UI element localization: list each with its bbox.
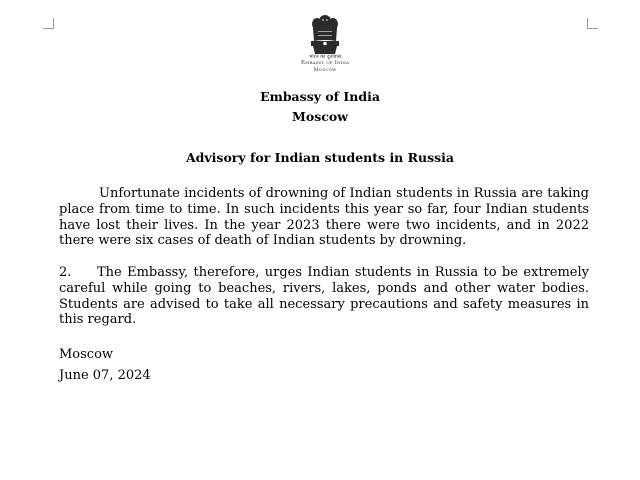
- emblem-caption-org-text: Embassy of India: [300, 60, 350, 66]
- crop-mark-top-right: [587, 18, 598, 29]
- paragraph-1: Unfortunate incidents of drowning of Indian students in Russia are taking place from time to time. In such incidents this year so far, four Indian students have lost their lives. In the year 2023 there were two incidents, and in 2022 there were six cases of death of Indian students by drowning.: [59, 186, 589, 249]
- signature-place: Moscow: [59, 347, 114, 362]
- national-emblem-icon: [300, 14, 350, 56]
- signature-date: June 07, 2024: [59, 368, 151, 383]
- header-org: Embassy of India: [260, 89, 380, 104]
- header-city: Moscow: [292, 109, 348, 124]
- emblem-caption-org: [285, 61, 365, 67]
- advisory-title: Advisory for Indian students in Russia: [185, 150, 455, 165]
- paragraph-2: [59, 265, 589, 328]
- emblem-caption-city: [285, 68, 365, 73]
- crop-mark-top-left: [43, 18, 54, 29]
- emblem-caption-hindi: भारत का दूतावास: [308, 54, 342, 60]
- emblem-caption-city-text: Moscow: [313, 67, 337, 73]
- paragraph-2-text: The Embassy, therefore, urges Indian students in Russia to be extremely careful while going to beaches, rivers, lakes, ponds and other water bodies. Students are advised to take all necessary precautions and safety measures in this regard.: [59, 265, 589, 328]
- paragraph-2-number: 2.: [59, 265, 72, 280]
